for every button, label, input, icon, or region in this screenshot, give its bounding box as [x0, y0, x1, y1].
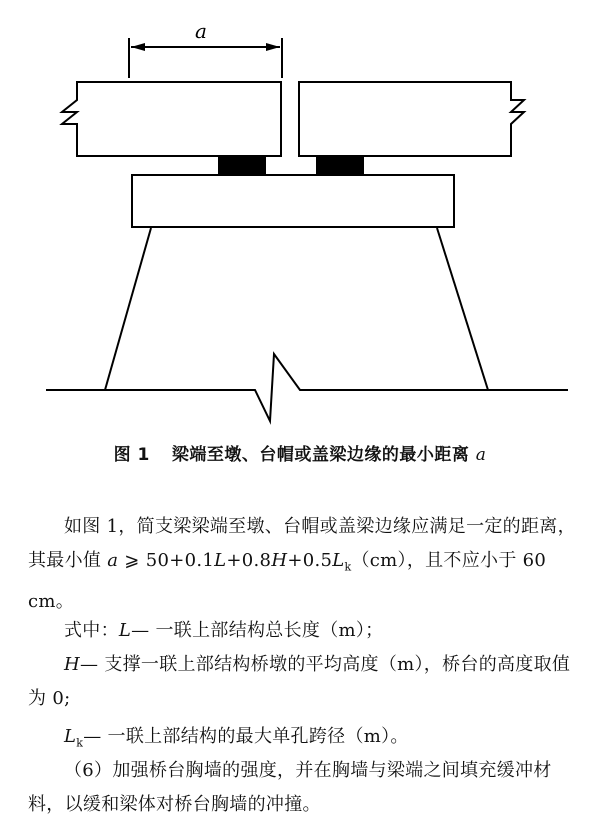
dimension-label: a: [195, 19, 207, 43]
pier-left-edge: [105, 228, 151, 390]
arrow-right-icon: [266, 43, 280, 51]
p4-text: — 一联上部结构的最大单孔跨径（m）。: [83, 726, 409, 747]
bearing-right: [316, 157, 364, 174]
p1-text-e: （cm），且不应小于 60 cm。: [28, 550, 547, 612]
p2-text: — 一联上部结构总长度（m）；: [131, 620, 384, 641]
pier-right-edge: [437, 228, 488, 390]
p1-text-a: 如图 1，简支梁梁端至墩、台帽或盖梁边缘应满足一定的距离，其最小值: [28, 516, 576, 571]
figure-caption: [0, 440, 600, 465]
paragraph-def-L: [28, 614, 584, 648]
p4-sub: k: [76, 736, 84, 750]
left-beam: [62, 82, 281, 156]
figure-title: 梁端至墩、台帽或盖梁边缘的最小距离: [171, 445, 470, 465]
pier-cap: [132, 175, 454, 227]
var-L: L: [214, 550, 227, 571]
paragraph-def-H: [28, 648, 584, 716]
p3-text: — 支撑一联上部结构桥墩的平均高度（m），桥台的高度取值为 0;: [28, 654, 571, 709]
ground-line: [46, 354, 568, 421]
p2-var: L: [118, 620, 132, 641]
bearing-left: [218, 157, 266, 174]
var-Lk: L: [332, 550, 345, 571]
sub-k: k: [344, 560, 352, 574]
p3-var: H: [64, 654, 80, 675]
dimension-a: [129, 38, 282, 78]
p1-text-c: +0.8: [226, 550, 272, 571]
arrow-left-icon: [131, 43, 145, 51]
p2-prefix: 式中：: [64, 620, 119, 641]
p4-var: L: [64, 726, 77, 747]
right-beam: [299, 82, 524, 156]
paragraph-measure-6: [28, 754, 584, 822]
p1-text-d: +0.5: [287, 550, 333, 571]
var-a: a: [107, 550, 119, 571]
p5-text: （6）加强桥台胸墙的强度，并在胸墙与梁端之间填充缓冲材料，以缓和梁体对桥台胸墙的冲撞。: [28, 760, 552, 815]
paragraph-distance-formula: [28, 510, 584, 619]
figure-number: 图 1: [113, 445, 150, 465]
p1-text-b: ⩾ 50+0.1: [118, 550, 215, 571]
figure-variable: a: [475, 445, 487, 465]
var-H: H: [271, 550, 288, 571]
